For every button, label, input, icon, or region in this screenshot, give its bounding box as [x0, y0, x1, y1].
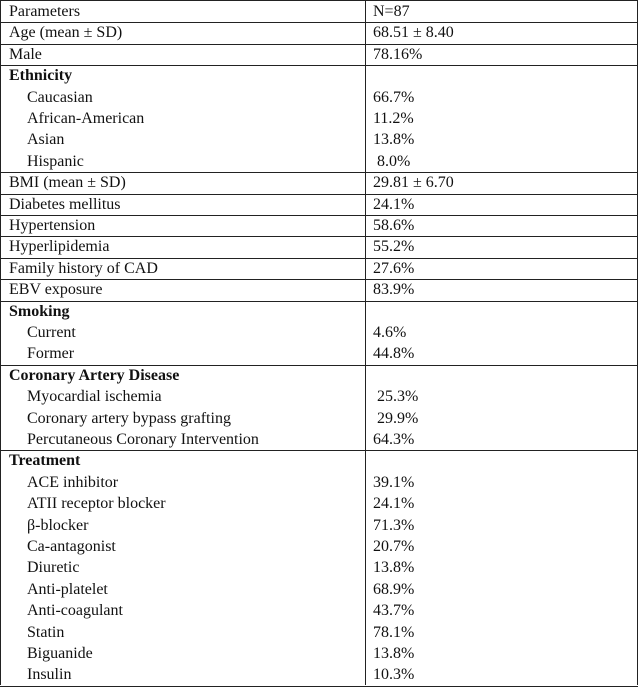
- value-cell: 13.8%: [373, 559, 415, 577]
- value-cell: 44.8%: [373, 345, 415, 363]
- value-cell: 29.9%: [373, 409, 419, 427]
- table-row: [0, 386, 638, 407]
- table-row: [0, 194, 638, 215]
- parameter-cell: Myocardial ischemia: [27, 388, 162, 406]
- table-row: [0, 622, 638, 643]
- parameter-cell: EBV exposure: [9, 281, 103, 299]
- table-row: [0, 643, 638, 664]
- value-cell: 4.6%: [373, 324, 407, 341]
- table-row: [0, 87, 638, 108]
- value-cell: 55.2%: [373, 238, 415, 256]
- value-cell: 13.8%: [373, 645, 415, 662]
- table-row: [0, 22, 638, 43]
- value-cell: 71.3%: [373, 516, 415, 534]
- parameter-cell: Male: [9, 45, 42, 63]
- parameter-cell: Caucasian: [27, 88, 93, 106]
- parameter-cell: Ca-antagonist: [27, 538, 116, 555]
- header-n: N=87: [373, 3, 410, 20]
- table-row: [0, 493, 638, 514]
- table-top-border: [0, 0, 638, 1]
- table-row: [0, 664, 638, 685]
- table-row: [0, 472, 638, 493]
- value-cell: 10.3%: [373, 666, 415, 684]
- value-cell: 39.1%: [373, 473, 415, 491]
- table-row: [0, 536, 638, 557]
- section-row: [0, 450, 638, 471]
- value-cell: 43.7%: [373, 602, 415, 620]
- value-cell: 24.1%: [373, 195, 415, 213]
- table-row: [0, 129, 638, 150]
- table-row: [0, 429, 638, 450]
- value-cell: 13.8%: [373, 131, 415, 149]
- table-row: [0, 579, 638, 600]
- table-row: [0, 557, 638, 578]
- section-label: Smoking: [9, 302, 70, 320]
- parameter-cell: Age (mean ± SD): [9, 24, 123, 42]
- parameter-cell: Insulin: [27, 666, 72, 684]
- value-cell: 78.16%: [373, 45, 423, 63]
- parameter-cell: Coronary artery bypass grafting: [27, 409, 231, 427]
- value-cell: 58.6%: [373, 217, 415, 234]
- value-cell: 20.7%: [373, 538, 415, 555]
- parameter-cell: Percutaneous Coronary Intervention: [27, 431, 259, 448]
- section-row: [0, 65, 638, 86]
- table-row: [0, 515, 638, 536]
- parameter-cell: ATII receptor blocker: [27, 495, 166, 513]
- value-cell: 8.0%: [373, 152, 411, 170]
- parameter-cell: Diabetes mellitus: [9, 195, 121, 213]
- value-cell: 24.1%: [373, 495, 415, 513]
- table-row: [0, 44, 638, 65]
- parameter-cell: ACE inhibitor: [27, 473, 119, 491]
- parameter-cell: Family history of CAD: [9, 259, 158, 277]
- section-row: [0, 365, 638, 386]
- value-cell: 68.9%: [373, 580, 415, 598]
- parameter-cell: Former: [27, 345, 75, 363]
- parameter-cell: β-blocker: [27, 516, 89, 534]
- parameter-cell: Anti-coagulant: [27, 602, 123, 620]
- table-row: [0, 279, 638, 300]
- parameter-cell: African-American: [27, 110, 145, 127]
- value-cell: 25.3%: [373, 388, 419, 406]
- table-row: [0, 343, 638, 364]
- value-cell: 66.7%: [373, 88, 415, 106]
- section-label: Treatment: [9, 452, 81, 470]
- parameter-cell: Biguanide: [27, 645, 93, 662]
- table-row: [0, 108, 638, 129]
- value-cell: 11.2%: [373, 110, 414, 127]
- parameter-cell: BMI (mean ± SD): [9, 174, 126, 192]
- table-row: [0, 172, 638, 193]
- value-cell: 78.1%: [373, 623, 415, 641]
- parameter-cell: Hyperlipidemia: [9, 238, 110, 256]
- value-cell: 83.9%: [373, 281, 415, 299]
- table-row: [0, 236, 638, 257]
- parameter-cell: Diuretic: [27, 559, 80, 577]
- section-row: [0, 301, 638, 322]
- table-row: [0, 215, 638, 236]
- parameter-cell: Statin: [27, 623, 65, 641]
- table-row: [0, 600, 638, 621]
- table-row: [0, 408, 638, 429]
- parameter-cell: Hispanic: [27, 152, 84, 170]
- table-row: [0, 151, 638, 172]
- parameter-cell: Anti-platelet: [27, 580, 108, 598]
- parameter-cell: Hypertension: [9, 217, 96, 234]
- table-row: [0, 322, 638, 343]
- table-header-row: [0, 1, 638, 22]
- parameter-cell: Asian: [27, 131, 65, 149]
- table-row: [0, 258, 638, 279]
- parameter-cell: Current: [27, 324, 76, 341]
- value-cell: 68.51 ± 8.40: [373, 24, 454, 42]
- value-cell: 27.6%: [373, 259, 415, 277]
- value-cell: 64.3%: [373, 431, 415, 448]
- header-parameters: Parameters: [9, 3, 81, 20]
- section-label: Ethnicity: [9, 67, 73, 85]
- value-cell: 29.81 ± 6.70: [373, 174, 454, 192]
- section-label: Coronary Artery Disease: [9, 366, 180, 384]
